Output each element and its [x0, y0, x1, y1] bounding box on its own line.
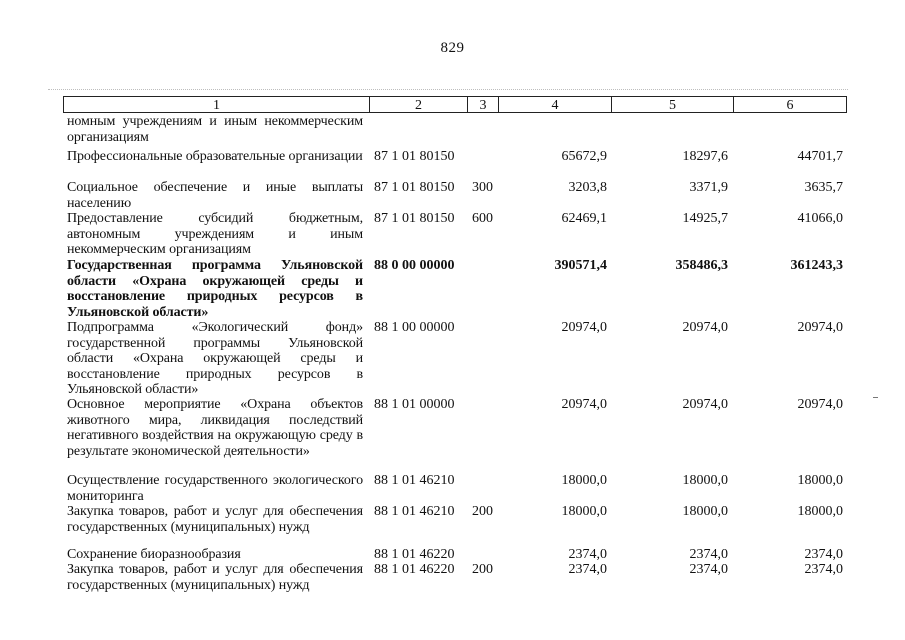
row-description: Государственная программа Ульяновской области «Охрана окружающей среды и восстановление природных ресурсов в Ульяновской области»	[67, 258, 363, 320]
row-description: Закупка товаров, работ и услуг для обеспечения государственных (муниципальных) нужд	[67, 504, 363, 535]
row-value-col5: 18297,6	[682, 149, 728, 164]
row-value-col6: 18000,0	[797, 473, 843, 488]
row-value-col4: 65672,9	[561, 149, 607, 164]
row-value-col6: 20974,0	[797, 320, 843, 335]
row-code: 87 1 01 80150	[374, 180, 455, 195]
header-col-2: 2	[369, 96, 467, 113]
header-col-6: 6	[733, 96, 847, 113]
row-value-col6: 20974,0	[797, 397, 843, 412]
row-value-col6: 3635,7	[804, 180, 843, 195]
row-value-col4: 2374,0	[568, 562, 607, 577]
row-code: 88 1 01 46220	[374, 547, 455, 562]
row-description: Осуществление государственного экологического мониторинга	[67, 473, 363, 504]
row-value-col5: 20974,0	[682, 320, 728, 335]
row-value-col4: 18000,0	[561, 504, 607, 519]
row-value-col6: 18000,0	[797, 504, 843, 519]
row-value-col5: 18000,0	[682, 473, 728, 488]
row-value-col4: 20974,0	[561, 397, 607, 412]
page-number: 829	[440, 40, 465, 56]
header-col-3: 3	[467, 96, 498, 113]
margin-mark	[873, 397, 878, 398]
row-value-col6: 44701,7	[797, 149, 843, 164]
row-description: Социальное обеспечение и иные выплаты населению	[67, 180, 363, 211]
row-description: номным учреждениям и иным некоммерческим организациям	[67, 114, 363, 145]
row-value-col6: 41066,0	[797, 211, 843, 226]
row-description: Основное мероприятие «Охрана объектов животного мира, ликвидация последствий негативного воздействия на окружающую среду в результате экономической деятельности»	[67, 397, 363, 459]
row-value-col6: 2374,0	[804, 547, 843, 562]
row-value-col5: 14925,7	[682, 211, 728, 226]
row-description: Подпрограмма «Экологический фонд» государственной программы Ульяновской области «Охрана окружающей среды и восстановление природных ресурсов в Ульяновской области»	[67, 320, 363, 398]
row-value-col4: 2374,0	[568, 547, 607, 562]
row-value-col5: 358486,3	[675, 258, 728, 273]
row-value-col4: 20974,0	[561, 320, 607, 335]
row-code: 88 1 01 46210	[374, 473, 455, 488]
row-code: 88 1 01 46220	[374, 562, 455, 577]
row-code: 88 0 00 00000	[374, 258, 455, 273]
row-value-col5: 2374,0	[689, 562, 728, 577]
row-description: Профессиональные образовательные организации	[67, 149, 363, 164]
header-col-4: 4	[498, 96, 611, 113]
row-code: 88 1 00 00000	[374, 320, 455, 335]
row-value-col4: 390571,4	[554, 258, 607, 273]
row-value-col4: 18000,0	[561, 473, 607, 488]
row-value-col5: 3371,9	[689, 180, 728, 195]
row-value-col6: 361243,3	[790, 258, 843, 273]
header-col-1: 1	[63, 96, 369, 113]
row-expense-type: 600	[472, 211, 493, 226]
row-code: 87 1 01 80150	[374, 149, 455, 164]
row-code: 87 1 01 80150	[374, 211, 455, 226]
row-value-col4: 3203,8	[568, 180, 607, 195]
row-description: Предоставление субсидий бюджетным, автономным учреждениям и иным некоммерческим организациям	[67, 211, 363, 258]
row-value-col6: 2374,0	[804, 562, 843, 577]
row-code: 88 1 01 46210	[374, 504, 455, 519]
row-value-col5: 18000,0	[682, 504, 728, 519]
row-code: 88 1 01 00000	[374, 397, 455, 412]
row-value-col5: 2374,0	[689, 547, 728, 562]
top-rule	[48, 89, 848, 90]
row-expense-type: 300	[472, 180, 493, 195]
header-col-5: 5	[611, 96, 733, 113]
row-value-col4: 62469,1	[561, 211, 607, 226]
row-value-col5: 20974,0	[682, 397, 728, 412]
row-description: Сохранение биоразнообразия	[67, 547, 241, 562]
row-expense-type: 200	[472, 504, 493, 519]
row-description: Закупка товаров, работ и услуг для обеспечения государственных (муниципальных) нужд	[67, 562, 363, 593]
row-expense-type: 200	[472, 562, 493, 577]
